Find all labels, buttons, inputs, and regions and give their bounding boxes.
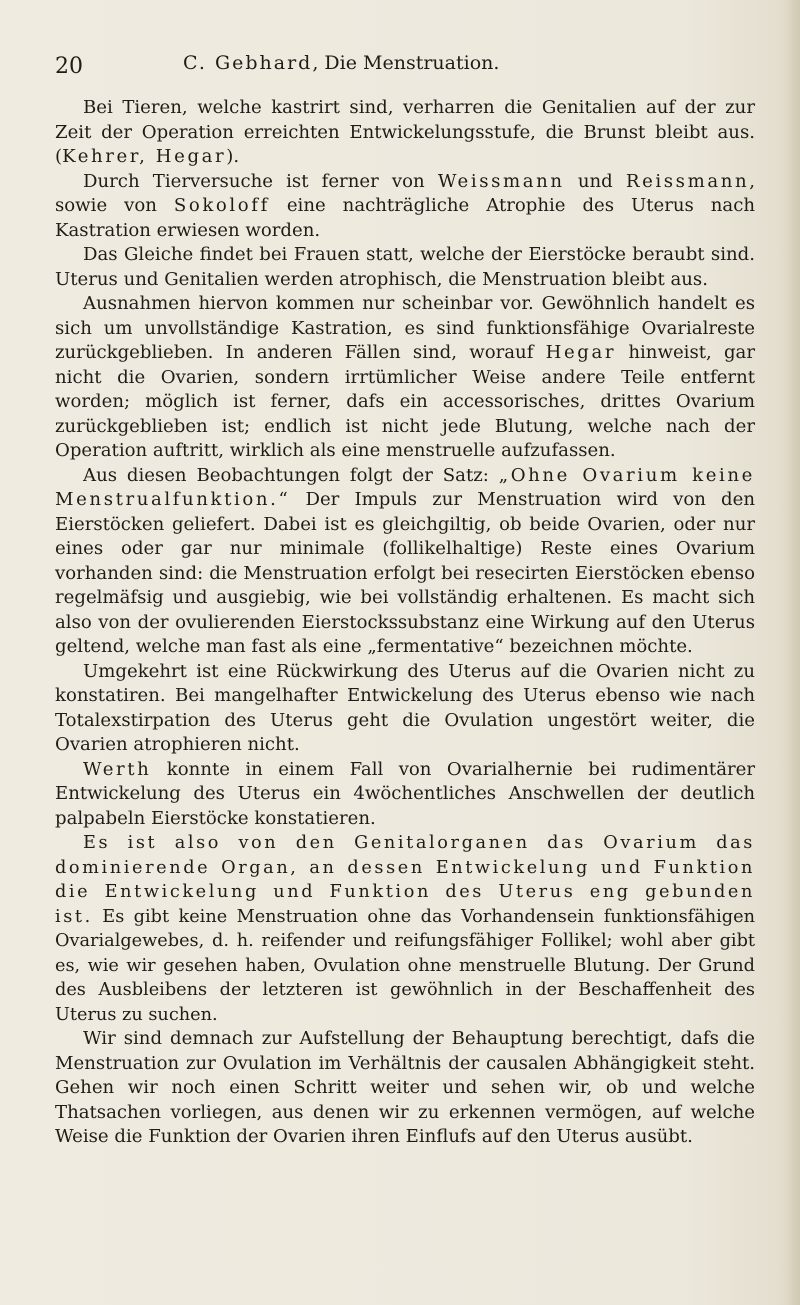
emphasis-spaced: Sokoloff: [173, 195, 270, 216]
paragraph: [55, 292, 755, 464]
text-run: Der Impuls zur Menstruation wird von den Eierstöcken geliefert. Dabei ist es gleichgiltig, ob beide Ovarien, oder nur eines oder gar nur minimale (follikelhaltige) Reste eines Ovarium vorhanden sind: die Menstruation erfolgt bei resecirten Eierstöcken ebenso regelmäfsig und ausgiebig, wie bei vollständig erhaltenen. Es macht sich also von der ovulierenden Eierstockssubstanz eine Wirkung auf den Uterus geltend, welche man fast als eine „fermentative“ bezeichnen möchte.: [55, 489, 755, 657]
paragraph: [55, 170, 755, 244]
text-run: konnte in einem Fall von Ovarialhernie bei rudimentärer Entwickelung des Uterus ein 4wöchentliches Anschwellen der deutlich palpabeln Eierstöcke konstatieren.: [55, 758, 755, 829]
page-edge: [788, 0, 800, 1305]
paragraph: [55, 831, 755, 1027]
emphasis-spaced: Werth: [83, 758, 152, 780]
text-run: eine nachträgliche Atrophie des Uterus nach Kastration erwiesen worden.: [55, 195, 755, 241]
paragraph: [55, 464, 755, 660]
paragraph: [55, 758, 755, 832]
running-header: [55, 50, 755, 80]
text-run: Wir sind demnach zur Aufstellung der Behauptung berechtigt, dafs die Menstruation zur Ovulation im Verhältnis der causalen Abhängigkeit steht. Gehen wir noch einen Schritt weiter und sehen wir, ob und welche Thatsachen vorliegen, aus denen wir zu erkennen vermögen, auf welche Weise die Funktion der Ovarien ihren Einflufs auf den Uterus ausübt.: [55, 1028, 755, 1147]
page-number: 20: [55, 54, 83, 79]
text-run: Umgekehrt ist eine Rückwirkung des Uterus auf die Ovarien nicht zu konstatiren. Bei mangelhafter Entwickelung des Uterus ebenso wie nach Totalexstirpation des Uterus geht die Ovulation ungestört weiter, die Ovarien atrophieren nicht.: [55, 660, 755, 755]
text-run: Durch Tierversuche ist ferner von: [83, 170, 438, 192]
running-title: [183, 52, 499, 74]
text-run: ).: [226, 146, 240, 167]
book-title: , Die Menstruation.: [312, 52, 500, 74]
emphasis-spaced: Reissmann: [625, 170, 750, 192]
paragraph: [55, 243, 755, 292]
emphasis-spaced: Es ist also von den Genitalorganen das Ovarium das dominierende Organ, an dessen Entwickelung und Funktion die Entwickelung und Funktion des Uterus eng gebunden ist.: [55, 833, 755, 927]
emphasis-spaced: Hegar: [545, 342, 617, 363]
text-run: Das Gleiche findet bei Frauen statt, welche der Eierstöcke beraubt sind. Uterus und Genitalien werden atrophisch, die Menstruation bleibt aus.: [55, 244, 755, 290]
text-run: Ausnahmen hiervon kommen nur scheinbar vor. Gewöhnlich handelt es sich um unvollständige Kastration, es sind funktionsfähige Ovarialreste zurückgeblieben. In anderen Fällen sind, worauf: [55, 293, 755, 363]
text-run: hinweist, gar nicht die Ovarien, sondern irrtümlicher Weise andere Teile entfernt worden; möglich ist ferner, dafs ein accessorisches, drittes Ovarium zurückgeblieben ist; endlich ist nicht jede Blutung, welche nach der Operation auftritt, wirklich als eine menstruelle aufzufassen.: [55, 342, 755, 461]
body-text: [55, 96, 755, 1150]
emphasis-spaced: Kehrer, Hegar: [62, 146, 227, 167]
emphasis-spaced: Weissmann: [437, 170, 565, 192]
text-run: Aus diesen Beobachtungen folgt der Satz:: [83, 464, 499, 486]
text-run: und: [564, 170, 626, 192]
paragraph: [55, 96, 755, 170]
text-run: Es gibt keine Menstruation ohne das Vorhandensein funktionsfähigen Ovarialgewebes, d. h. reifender und reifungsfähiger Follikel; wohl aber gibt es, wie wir gesehen haben, Ovulation ohne menstruelle Blutung. Der Grund des Ausbleibens der letzteren ist gewöhnlich in der Beschaffenheit des Uterus zu suchen.: [55, 906, 755, 1025]
text-run: Bei Tieren, welche kastrirt sind, verharren die Genitalien auf der zur Zeit der Operation erreichten Entwickelungsstufe, die Brunst bleibt aus. (: [55, 97, 755, 167]
paragraph: [55, 1027, 755, 1150]
text-run: , sowie von: [55, 170, 755, 216]
paragraph: [55, 660, 755, 758]
emphasis-spaced: „Ohne Ovarium keine Menstrualfunktion.“: [55, 464, 755, 510]
author-name: C. Gebhard: [183, 52, 313, 74]
